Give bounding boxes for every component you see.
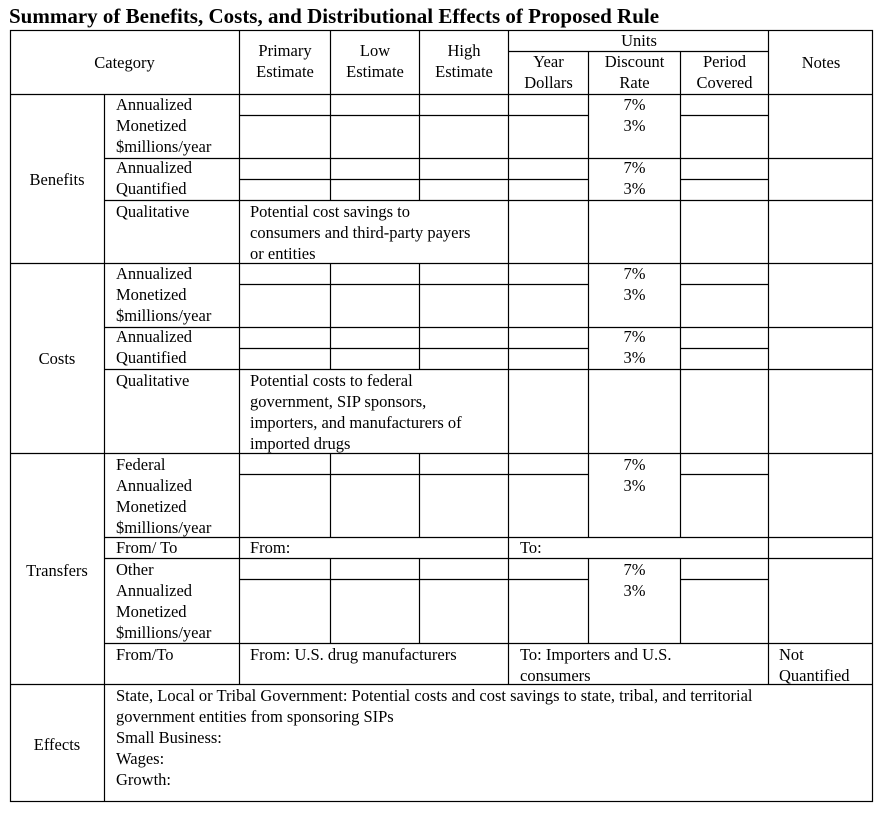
- section-transfers: Transfers: [26, 561, 88, 580]
- costs-monetized-rate-7: 7%: [623, 264, 646, 283]
- header-category: Category: [94, 53, 155, 72]
- header-low-line1: Low: [359, 41, 391, 60]
- section-benefits: Benefits: [29, 170, 85, 189]
- transfers-fromto1-from: From:: [250, 538, 291, 557]
- transfers-other-line2: Annualized: [116, 581, 193, 600]
- header-year-line2: Dollars: [524, 73, 573, 92]
- transfers-other-rate-7: 7%: [623, 560, 646, 579]
- benefits-qualitative-label: Qualitative: [116, 202, 190, 221]
- costs-quantified-rate-7: 7%: [623, 327, 646, 346]
- transfers-fromto2-from: From: U.S. drug manufacturers: [250, 645, 457, 664]
- transfers-fromto2-notes-line2: Quantified: [779, 666, 850, 685]
- benefits-quantified-line2: Quantified: [116, 179, 187, 198]
- benefits-quantified-line1: Annualized: [116, 158, 193, 177]
- transfers-federal-rate-3: 3%: [623, 476, 646, 495]
- transfers-other-line1: Other: [116, 560, 154, 579]
- transfers-federal-line1: Federal: [116, 455, 166, 474]
- header-period-line1: Period: [702, 52, 747, 71]
- header-year-line1: Year: [533, 52, 564, 71]
- transfers-other-line4: $millions/year: [116, 623, 212, 642]
- costs-qualitative-label: Qualitative: [116, 371, 190, 390]
- header-rate-line1: Discount: [604, 52, 665, 71]
- costs-quantified-rate-3: 3%: [623, 348, 646, 367]
- header-period-line2: Covered: [696, 73, 753, 92]
- effects-line1: State, Local or Tribal Government: Potential costs and cost savings to state, tribal, and territorial: [116, 686, 753, 705]
- section-effects: Effects: [33, 735, 81, 754]
- benefits-monetized-line3: $millions/year: [116, 137, 212, 156]
- benefits-monetized-rate-7: 7%: [623, 95, 646, 114]
- section-costs: Costs: [38, 349, 76, 368]
- transfers-fromto2-notes-line1: Not: [779, 645, 804, 664]
- effects-wages: Wages:: [116, 749, 165, 768]
- costs-qualitative-line2: government, SIP sponsors,: [250, 392, 427, 411]
- effects-small-business: Small Business:: [116, 728, 222, 747]
- costs-monetized-rate-3: 3%: [623, 285, 646, 304]
- benefits-monetized-line1: Annualized: [116, 95, 193, 114]
- transfers-federal-line2: Annualized: [116, 476, 193, 495]
- benefits-qualitative-line1: Potential cost savings to: [250, 202, 410, 221]
- transfers-fromto2-label: From/To: [116, 645, 174, 664]
- transfers-federal-rate-7: 7%: [623, 455, 646, 474]
- effects-growth: Growth:: [116, 770, 171, 789]
- benefits-quantified-rate-3: 3%: [623, 179, 646, 198]
- benefits-qualitative-line2: consumers and third-party payers: [250, 223, 471, 242]
- header-low-line2: Estimate: [346, 62, 404, 81]
- transfers-fromto2-to-line1: To: Importers and U.S.: [520, 645, 672, 664]
- page-title: Summary of Benefits, Costs, and Distributional Effects of Proposed Rule: [9, 4, 660, 28]
- benefits-qualitative-line3: or entities: [250, 244, 316, 263]
- costs-qualitative-line3: importers, and manufacturers of: [250, 413, 462, 432]
- costs-qualitative-line1: Potential costs to federal: [250, 371, 413, 390]
- header-units: Units: [621, 31, 657, 50]
- costs-qualitative-line4: imported drugs: [250, 434, 351, 453]
- header-high-line2: Estimate: [435, 62, 493, 81]
- header-notes: Notes: [801, 53, 841, 72]
- benefits-monetized-line2: Monetized: [116, 116, 187, 135]
- benefits-quantified-rate-7: 7%: [623, 158, 646, 177]
- costs-monetized-line2: Monetized: [116, 285, 187, 304]
- header-rate-line2: Rate: [619, 73, 650, 92]
- costs-monetized-line1: Annualized: [116, 264, 193, 283]
- costs-monetized-line3: $millions/year: [116, 306, 212, 325]
- costs-quantified-line1: Annualized: [116, 327, 193, 346]
- header-primary-line1: Primary: [258, 41, 312, 60]
- costs-quantified-line2: Quantified: [116, 348, 187, 367]
- transfers-fromto1-to: To:: [520, 538, 542, 557]
- transfers-fromto2-to-line2: consumers: [520, 666, 591, 685]
- transfers-fromto1-label: From/ To: [116, 538, 178, 557]
- header-high-line1: High: [447, 41, 481, 60]
- benefits-monetized-rate-3: 3%: [623, 116, 646, 135]
- transfers-federal-line3: Monetized: [116, 497, 187, 516]
- header-primary-line2: Estimate: [256, 62, 314, 81]
- transfers-other-line3: Monetized: [116, 602, 187, 621]
- transfers-other-rate-3: 3%: [623, 581, 646, 600]
- transfers-federal-line4: $millions/year: [116, 518, 212, 537]
- effects-line2: government entities from sponsoring SIPs: [116, 707, 394, 726]
